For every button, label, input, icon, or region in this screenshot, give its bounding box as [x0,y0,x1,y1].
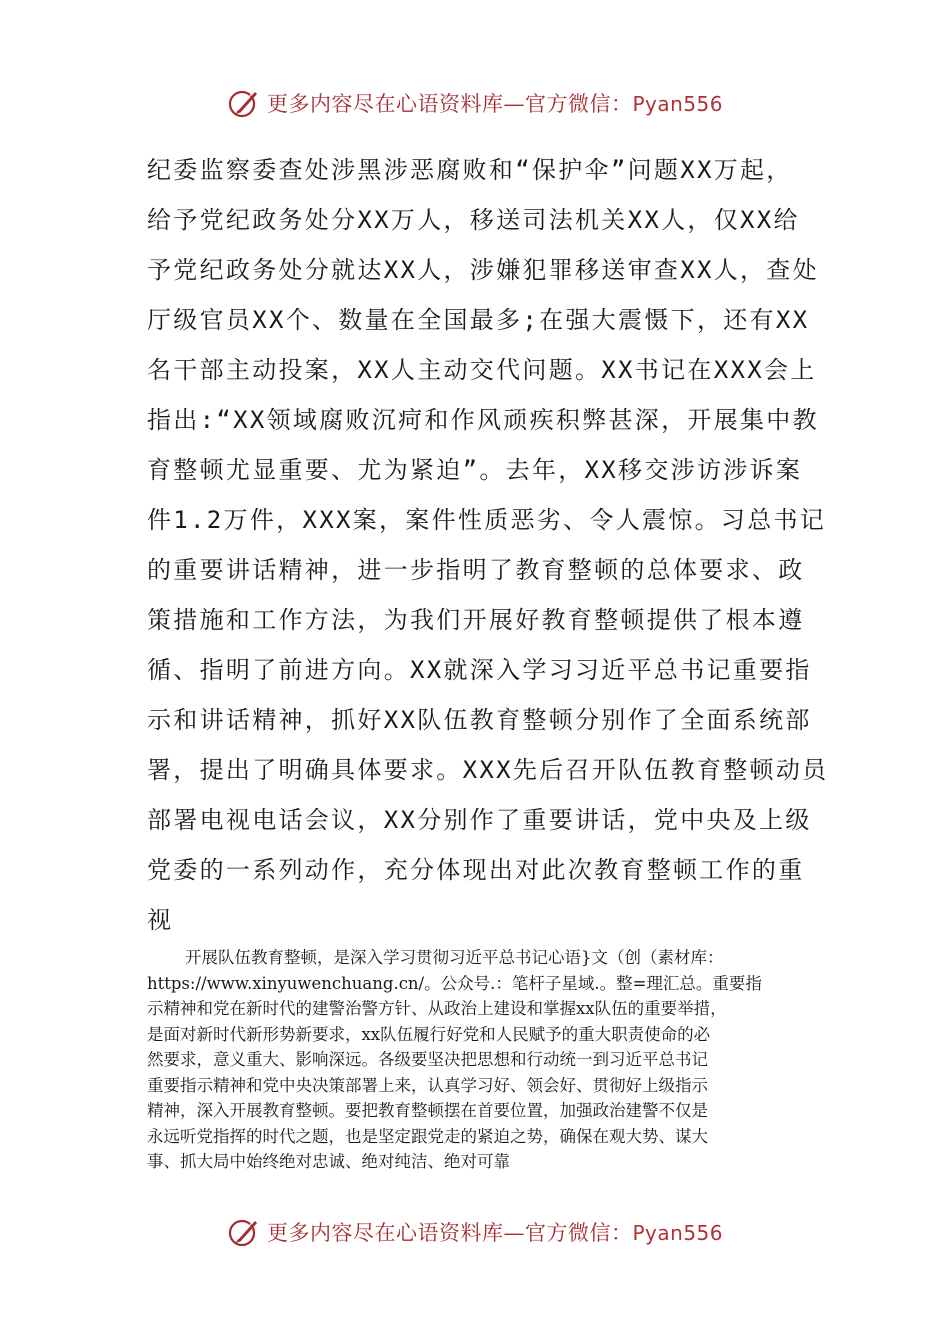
header-banner [0,83,950,123]
main-line: 视 [147,906,174,934]
banner-text [267,88,723,118]
main-line: 给予党纪政务处分XX万人，移送司法机关XX人，仅XX给 [147,206,800,234]
secondary-line: https://www.xinyuwenchuang.cn/。公众号.：笔杆子星域.。整=理汇总。重要指 [147,973,762,993]
main-line: 厅级官员XX个、数量在全国最多;在强大震慑下，还有XX [147,306,810,334]
banner-title: 更多内容尽在心语资料库—官方微信： [266,1221,633,1245]
main-line: 育整顿尤显重要、尤为紧迫”。去年，XX移交涉访涉诉案 [147,456,803,484]
wechat-handle: Pyan556 [632,92,723,116]
main-line: 示和讲话精神，抓好XX队伍教育整顿分别作了全面系统部 [147,706,812,734]
secondary-line: 开展队伍教育整顿，是深入学习贯彻习近平总书记心语}文（创（素材库： [185,948,724,967]
secondary-paragraph [147,945,807,1175]
secondary-line: 重要指示精神和党中央决策部署上来，认真学习好、领会好、贯彻好上级指示 [147,1075,708,1095]
banner-text [267,1217,723,1247]
main-line: 指出:“XX领域腐败沉疴和作风顽疾积弊甚深，开展集中教 [147,406,819,434]
main-line: 署，提出了明确具体要求。XXX先后召开队伍教育整顿动员 [147,756,829,784]
main-line: 的重要讲话精神，进一步指明了教育整顿的总体要求、政 [147,556,805,584]
main-line: 件1.2万件，XXX案，案件性质恶劣、令人震惊。习总书记 [147,506,827,534]
main-line: 名干部主动投案，XX人主动交代问题。XX书记在XXX会上 [147,356,817,384]
wechat-handle: Pyan556 [632,1221,723,1245]
secondary-line: 精神，深入开展教育整顿。要把教育整顿摆在首要位置，加强政治建警不仅是 [147,1101,708,1120]
banner-title: 更多内容尽在心语资料库—官方微信： [266,92,633,116]
secondary-line: 事、抓大局中始终绝对忠诚、绝对纯洁、绝对可靠 [147,1152,510,1171]
main-paragraph [147,145,829,945]
quill-pen-logo-icon [227,86,261,120]
footer-banner [0,1212,950,1252]
main-line: 予党纪政务处分就达XX人，涉嫌犯罪移送审查XX人，查处 [147,256,819,284]
main-line: 纪委监察委查处涉黑涉恶腐败和“保护伞”问题XX万起， [147,156,793,184]
quill-pen-logo-icon [227,1215,261,1249]
main-line: 策措施和工作方法，为我们开展好教育整顿提供了根本遵 [147,606,805,634]
main-line: 部署电视电话会议，XX分别作了重要讲话，党中央及上级 [147,806,812,834]
secondary-line: 永远听党指挥的时代之题，也是坚定跟党走的紧迫之势，确保在观大势、谋大 [147,1126,708,1146]
secondary-line: 是面对新时代新形势新要求，xx队伍履行好党和人民赋予的重大职责使命的必 [147,1024,711,1044]
main-line: 党委的一系列动作，充分体现出对此次教育整顿工作的重 [147,856,805,884]
secondary-line: 然要求，意义重大、影响深远。各级要坚决把思想和行动统一到习近平总书记 [147,1050,708,1069]
secondary-line: 示精神和党在新时代的建警治警方针、从政治上建设和掌握xx队伍的重要举措， [147,999,727,1018]
main-line: 循、指明了前进方向。XX就深入学习习近平总书记重要指 [147,656,812,684]
